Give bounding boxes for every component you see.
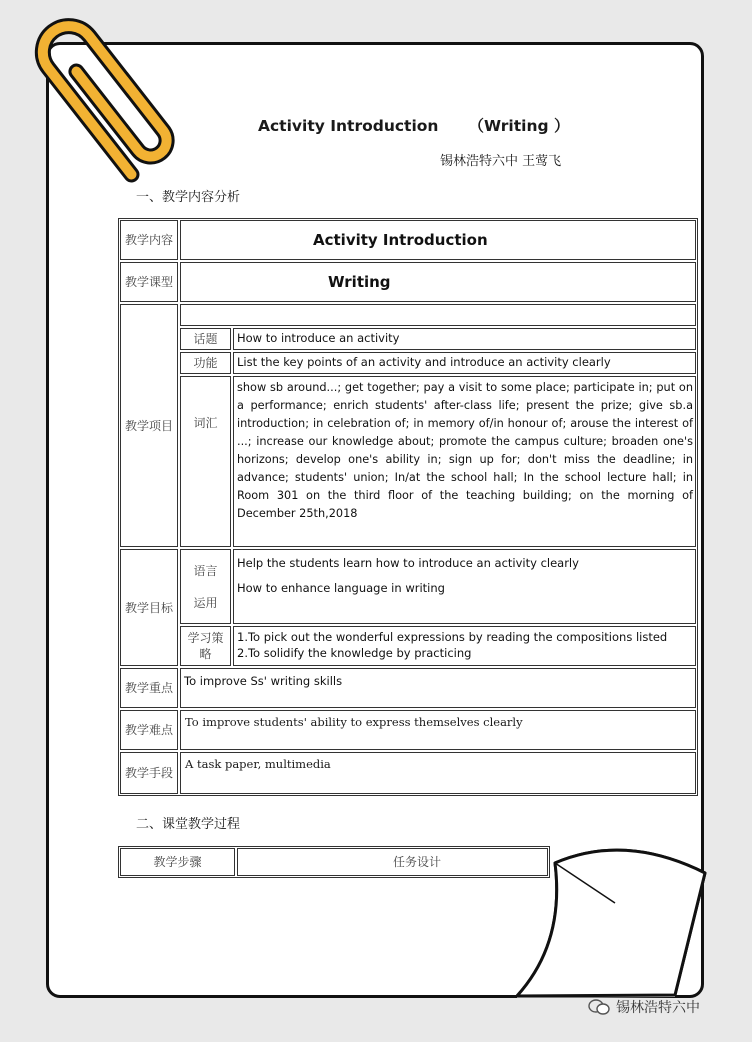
vocab-value: show sb around...; get together; pay a visit to some place; participate in; put on a performance; enrich students' after-class life; present the prize; give sb.a introduction; in celebration of; in memory of/in honour of; arouse the interest of ...; increase our knowledge about; promote the campus culture; broaden one's horizons; develop one's ability in; sign up for; don't miss the deadline; in advance; students' union; In/at the school hall; In the school lecture hall; in Room 301 on the third floor of the teaching building; on the morning of December 25th,2018 [233, 376, 696, 547]
section-heading-1: 一、教学内容分析 [136, 190, 241, 205]
lang-value-2: How to enhance language in writing [237, 581, 445, 595]
lang-value-1: Help the students learn how to introduce an activity clearly [237, 556, 579, 570]
watermark [588, 997, 700, 1017]
process-col-steps: 教学步骤 [120, 848, 235, 876]
lang-value-cell [233, 549, 696, 624]
content-value: Activity Introduction [180, 220, 696, 260]
paperclip-icon [10, 0, 195, 200]
strategy-value-cell [233, 626, 696, 666]
title-type: （Writing ） [468, 117, 570, 135]
section-heading-2: 二、课堂教学过程 [136, 817, 241, 832]
type-label: 教学课型 [120, 262, 178, 302]
strategy-label: 学习策略 [180, 626, 231, 666]
items-blank-row [180, 304, 696, 326]
page-curl-overlay-icon [515, 843, 715, 1003]
document-title [258, 114, 578, 136]
wechat-icon [588, 998, 610, 1016]
function-value: List the key points of an activity and introduce an activity clearly [233, 352, 696, 374]
means-value: A task paper, multimedia [180, 752, 696, 794]
vocab-label: 词汇 [180, 376, 231, 547]
function-label: 功能 [180, 352, 231, 374]
lang-label: 语言运用 [180, 549, 231, 624]
type-value: Writing [180, 262, 696, 302]
means-label: 教学手段 [120, 752, 178, 794]
strategy-value-1: 1.To pick out the wonderful expressions by reading the compositions listed [237, 630, 668, 644]
key-value: To improve Ss' writing skills [180, 668, 696, 708]
items-label: 教学项目 [120, 304, 178, 547]
difficult-value: To improve students' ability to express themselves clearly [180, 710, 696, 750]
title-text: Activity Introduction [258, 117, 439, 135]
difficult-label: 教学难点 [120, 710, 178, 750]
topic-value: How to introduce an activity [233, 328, 696, 350]
content-label: 教学内容 [120, 220, 178, 260]
author-line: 锡林浩特六中 王莺飞 [440, 154, 562, 169]
topic-label: 话题 [180, 328, 231, 350]
process-col-tasks: 任务设计 [237, 848, 548, 876]
key-label: 教学重点 [120, 668, 178, 708]
goals-label: 教学目标 [120, 549, 178, 666]
strategy-value-2: 2.To solidify the knowledge by practicing [237, 646, 472, 660]
watermark-text: 锡林浩特六中 [616, 1000, 700, 1016]
